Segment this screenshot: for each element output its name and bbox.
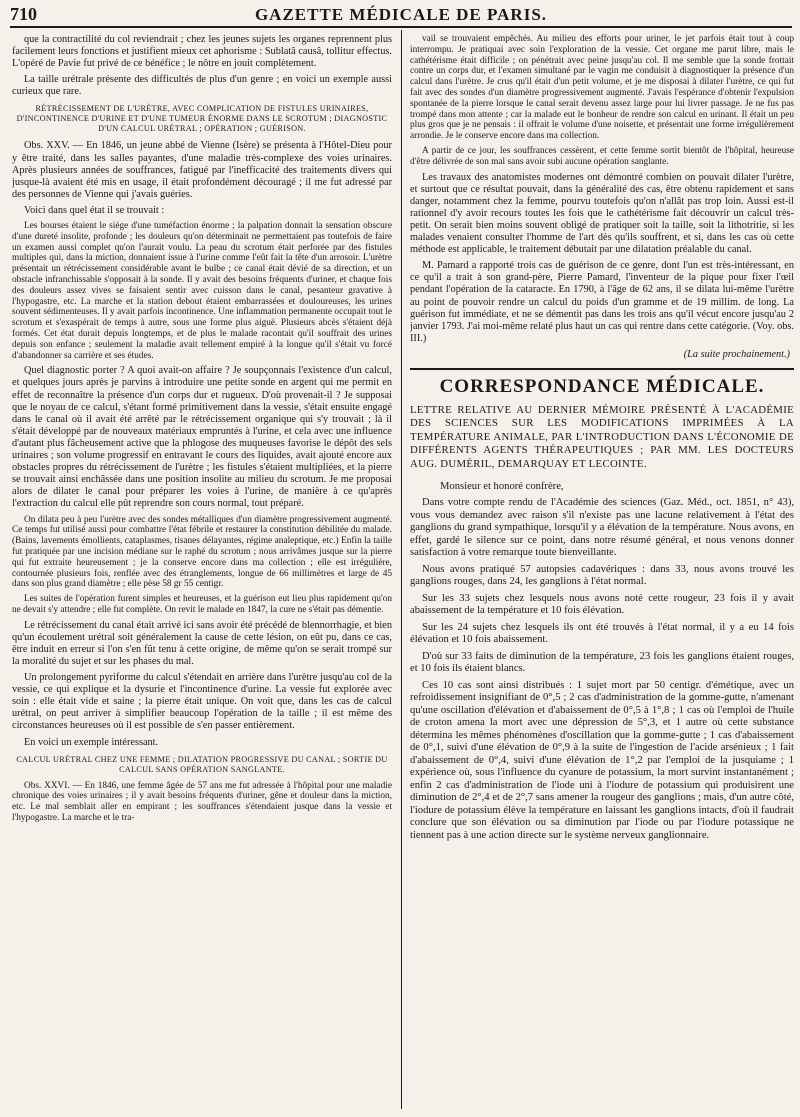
observation-paragraph: Obs. XXV. — En 1846, un jeune abbé de Vienne (Isère) se présenta à l'Hôtel-Dieu pour y être traité, dans les salles payantes, d'une maladie très-complexe des voies urinaires. Après plusieurs années de souffrances, fatigué par l'inefficacité des traitements divers qui jusque-là avaient été mis en usage, il était profondément découragé ; il me fut adressé par des personnes de Vienne qui j'avais guéries.: [12, 140, 392, 200]
paragraph: M. Pamard a rapporté trois cas de guérison de ce genre, dont l'un est très-intéressant, en ce qu'il a trait à son grand-père, Pierre Pamard, l'inventeur de la pique pour fixer l'œil pendant l'opération de la cataracte. En 1790, à l'âge de 62 ans, il se dilata lui-même l'urètre au point de pouvoir rendre un calcul du poids d'un gramme et de 19 millim. de long. La guérison fut immédiate, et ne se démentit pas dans les trois ans qu'il vécut encore jusqu'au 2 janvier 1793. J'ai moi-même relaté plus haut un cas qui rentre dans cette catégorie. (Voy. obs. III.): [410, 260, 794, 344]
observation-paragraph: Obs. XXVI. — En 1846, une femme âgée de 57 ans me fut adressée à l'hôpital pour une maladie chronique des voies urinaires ; il y avait besoins fréquents d'uriner, gêne et douleur dans la miction, etc. Le mal semblait aller en empirant ; les souffrances s'étendaient jusque dans la vessie et l'hypogastre. La marche et le tra-: [12, 780, 392, 824]
journal-title: GAZETTE MÉDICALE DE PARIS.: [254, 5, 548, 24]
paragraph: En voici un exemple intéressant.: [24, 736, 159, 748]
column-divider: [401, 30, 402, 1109]
section-heading: RÉTRÉCISSEMENT DE L'URÈTRE, AVEC COMPLICATION DE FISTULES URINAIRES, D'INCONTINENCE D'URINE ET D'UNE TUMEUR ÉNORME DANS LE SCROTUM ; DIAGNOSTIC D'UN CALCUL URÉTRAL ; OPÉRATION ; GUÉRISON.: [16, 104, 388, 134]
paragraph: Nous avons pratiqué 57 autopsies cadavériques : dans 33, nous avons trouvé les ganglions rouges, dans 24, les ganglions à l'état normal.: [410, 563, 794, 588]
paragraph: Sur les 33 sujets chez lesquels nous avons noté cette rougeur, 23 fois il y avait abaissement de la température et 10 fois élévation.: [410, 592, 794, 617]
paragraph: Sur les 24 sujets chez lesquels ils ont été trouvés à l'état normal, il y a eu 14 fois élévation et 10 fois abaissement.: [410, 621, 794, 646]
left-column: [12, 34, 392, 1111]
paragraph: Les bourses étaient le siége d'une tuméfaction énorme ; la palpation donnait la sensation obscure d'une dureté insolite, profonde ; les douleurs qu'on déterminait ne permettaient pas toutefois de faire un examen aussi complet qu'on l'aurait voulu. La peau du scrotum était perforée par des fistules multiples qui, dans la miction, donnaient issue à l'urine comme l'eût fait la tête d'un arrosoir. L'urètre présentait un rétrécissement considérable avant le bulbe ; ce canal était dévié de sa direction, et un obstacle infranchissable s'opposait à la sonde. Il y avait des besoins fréquents d'uriner, et chaque fois des douleurs assez vives se faisaient sentir avec cuisson dans le canal, pesanteur gravative à l'hypogastre, etc. La marche et la station debout étaient embarrassées et douloureuses, les urines souvent sédimenteuses. Il y avait parfois incontinence. Une inflammation permanente occupait tout le scrotum et s'exaspérait de temps à autre, sous une forme plus aiguë. Plusieurs abcès s'étaient déjà formés. Cet état durait depuis longtemps, et de plus le malade racontait qu'il souffrait des urines depuis son enfance ; seulement la maladie avait tellement empiré à la longue qu'il s'était vu forcé d'abandonner sa carrière et ses études.: [12, 221, 392, 361]
paragraph: Voici dans quel état il se trouvait :: [24, 204, 165, 216]
salutation: Monsieur et honoré confrère,: [440, 480, 564, 492]
paragraph: Un prolongement pyriforme du calcul s'étendait en arrière dans l'urètre jusqu'au col de la vessie, ce qui explique et la dysurie et l'incontinence d'urine. La vessie fut explorée avec soin : elle était vide et saine ; la pierre était unique. On voit que, dans les cas de calcul urétral, on peut arriver à simplifier beaucoup l'opération de la taille ; il est même des circonstances heureuses où il est possible de s'en passer entièrement.: [12, 672, 392, 732]
paragraph: Dans votre compte rendu de l'Académie des sciences (Gaz. Méd., oct. 1851, n° 43), vous vous demandez avec raison s'il n'existe pas une lacune relativement à l'état des ganglions du grand sympathique, lorsqu'il y a élévation de la température. Nous avons, en effet, gardé le silence sur ce point, dans notre résumé général, et nous venons donner satisfaction à votre remarque toute bienveillante.: [410, 497, 794, 559]
paragraph: Le rétrécissement du canal était arrivé ici sans avoir été précédé de blennorrhagie, et bien qu'un écoulement urétral soit généralement la cause de cette lésion, on eût pu, dans ce cas, être induit en erreur si l'on s'en fût tenu à cette origine, de même qu'on se serait trompé sur la moralité du sujet et sur les phases du mal.: [12, 619, 392, 667]
section-divider: [410, 368, 794, 370]
paragraph: A partir de ce jour, les souffrances cessèrent, et cette femme sortit bientôt de l'hôpital, heureuse d'être délivrée de son mal sans avoir subi aucune opération sanglante.: [410, 145, 794, 167]
correspondence-heading: CORRESPONDANCE MÉDICALE.: [439, 375, 765, 397]
paragraph: vail se trouvaient empêchés. Au milieu des efforts pour uriner, le jet parfois était tout à coup interrompu. Je pratiquai avec soin l'exploration de la vessie. Cet organe me parut libre, mais le cathétérisme était difficile ; on pénétrait avec peine jusqu'au col. Il me semble que la sonde frottait contre un corps dur, et l'examen simultané par le vagin me conduisit à diagnostiquer la présence d'un calcul dans l'urètre. Je crus qu'il était d'un petit volume, et je me disposai à dilater l'urètre, ce qui fut fait avec des sondes d'un diamètre progressivement augmenté. J'avais l'espérance d'obtenir l'expulsion spontanée de la pierre lorsque le canal serait devenu assez large pour lui livrer passage. Je ne fus pas trompé dans mon attente ; car la malade eut le bonheur de rendre son calcul en urinant. Il était un peu plus gros que je ne pensais : il offrait le volume d'une noisette, et présentait une forme irrégulièrement arrondie. Je le conserve encore dans ma collection.: [410, 34, 794, 142]
paragraph: La taille urétrale présente des difficultés de plus d'un genre ; en voici un exemple aussi curieux que rare.: [12, 74, 392, 98]
page-header: [10, 4, 792, 28]
right-column: [410, 34, 794, 1111]
paragraph: que la contractilité du col reviendrait ; chez les jeunes sujets les organes reprennent plus facilement leurs fonctions et justifient mieux cet aphorisme : Sublatâ causâ, tollitur effectus. L'opéré de Pavie fut privé de ce bénéfice ; le nôtre en jouit complètement.: [12, 34, 392, 70]
paragraph: Les travaux des anatomistes modernes ont démontré combien on pouvait dilater l'urètre, et surtout que ce résultat pouvait, dans la généralité des cas, être obtenu rapidement et sans danger, notamment chez la femme, pourvu toutefois qu'on n'allât pas trop loin. Aussi est-il rationnel d'y avoir recours toutes les fois que le cathétérisme fait découvrir un calcul très-petit. On serait bien moins souvent obligé de pratiquer soit la taille, soit la lithotritie, si les malades venaient consulter l'homme de l'art dès qu'ils souffrent, et si, dans les cas où cette méthode est applicable, le traitement débutait par une dilatation préalable du canal.: [410, 171, 794, 256]
letter-title: LETTRE RELATIVE AU DERNIER MÉMOIRE PRÉSENTÉ À L'ACADÉMIE DES SCIENCES SUR LES MODIFICATIONS IMPRIMÉES À LA TEMPÉRATURE ANIMALE, PAR L'INTRODUCTION DANS L'ÉCONOMIE DE DIFFÉRENTS AGENTS THÉRAPEUTIQUES ; PAR MM. LES DOCTEURS AUG. DUMÉRIL, DEMARQUAY ET LECOINTE.: [410, 403, 794, 470]
paragraph: Les suites de l'opération furent simples et heureuses, et la guérison eut lieu plus rapidement qu'on ne devait s'y attendre ; elle fut complète. On revit le malade en 1847, la cure ne s'était pas démentie.: [12, 594, 392, 615]
section-heading: CALCUL URÉTRAL CHEZ UNE FEMME ; DILATATION PROGRESSIVE DU CANAL ; SORTIE DU CALCUL SANS OPÉRATION SANGLANTE.: [16, 754, 388, 774]
paragraph: Quel diagnostic porter ? A quoi avait-on affaire ? Je soupçonnais l'existence d'un calcul, et quelques jours après je parvins à introduire une petite sonde en argent qui me permit en effet de reconnaître la présence d'un corps dur et rugueux. D'où provenait-il ? Je supposai que le noyau de ce calcul, s'étant formé primitivement dans la vessie, s'était ensuite engagé dans le canal où il avait été arrêté par le rétrécissement organique qui s'y trouvait ; là il s'était développé par de nouveaux matériaux empruntés à l'urine, et cela avec une influence d'autant plus fâcheusement active que la phlogose des muqueuses favorise le dépôt des sels urinaires ; son volume progressif en entravant le cours des liquides, avait ajouté encore aux obstacles propres du rétrécissement de l'urètre ; les fistules s'étaient multipliées, et la pierre se trouvait ainsi enchâssée dans une position insolite au milieu du scrotum. Je me proposai alors de dilater le canal pour préparer les voies à l'urine, de manière à ce qu'après l'extraction du calcul elle pût reprendre son cours normal, tout préparé.: [12, 365, 392, 510]
continuation-note: (La suite prochainement.): [683, 348, 790, 360]
page-number: 710: [10, 4, 37, 24]
paragraph: On dilata peu à peu l'urètre avec des sondes métalliques d'un diamètre progressivement augmenté. Ce temps fut utilisé aussi pour combattre l'état fébrile et restaurer la constitution débilitée du malade. (Bains, lavements émollients, cataplasmes, tisanes délayantes, régime analeptique, etc.) Enfin la taille fut pratiquée par une incision médiane sur le raphé du scrotum ; nous arrivâmes jusque sur la pierre qui fut extraite heureusement ; je la conserve encore dans ma collection ; elle est irrégulière, contournée plusieurs fois, renflée avec des étranglements, longue de 66 millimètres et large de 45 dans son plus grand diamètre ; elle pèse 58 gr 55 centigr.: [12, 514, 392, 590]
paragraph: Ces 10 cas sont ainsi distribués : 1 sujet mort par 50 centigr. d'émétique, avec un refroidissement insignifiant de 0°,5 ; 2 cas d'administration de la gomme-gutte, n'amenant qu'une oscillation d'élévation et d'abaissement de 0°,5 à 1°,8 ; 1 cas où l'emploi de l'huile de croton amena la mort avec une dépression de 5°,3, et 1 autre où cette substance détermina les mêmes phénomènes d'oscillation que la gomme-gutte ; 1 cas d'abaissement de 0°,1, suivi d'une élévation de 0°,9 à la suite de l'ingestion de l'acide arsénieux ; 1 fait d'abaissement de 0°,4, suivi d'une élévation de 1°,2 par l'emploi de la jusquiame ; 1 expérience où, sous l'influence du cyanure de potassium, la mort survint instantanément ; enfin 2 cas d'administration de l'iode uni à l'iodure de potassium qui produisirent une diminution de 2°,4 et de 2°,7 sans amener la rougeur des ganglions ; mais, d'un autre côté, l'iodure de potassium élève la température en laissant les ganglions intacts, d'où il faudrait conclure que son élévation ou sa diminution par l'iode ou par l'iodure potassique ne tiennent pas à une action directe sur le système nerveux ganglionnaire.: [410, 679, 794, 841]
paragraph: D'où sur 33 faits de diminution de la température, 23 fois les ganglions étaient rouges, et 10 fois ils étaient blancs.: [410, 650, 794, 675]
